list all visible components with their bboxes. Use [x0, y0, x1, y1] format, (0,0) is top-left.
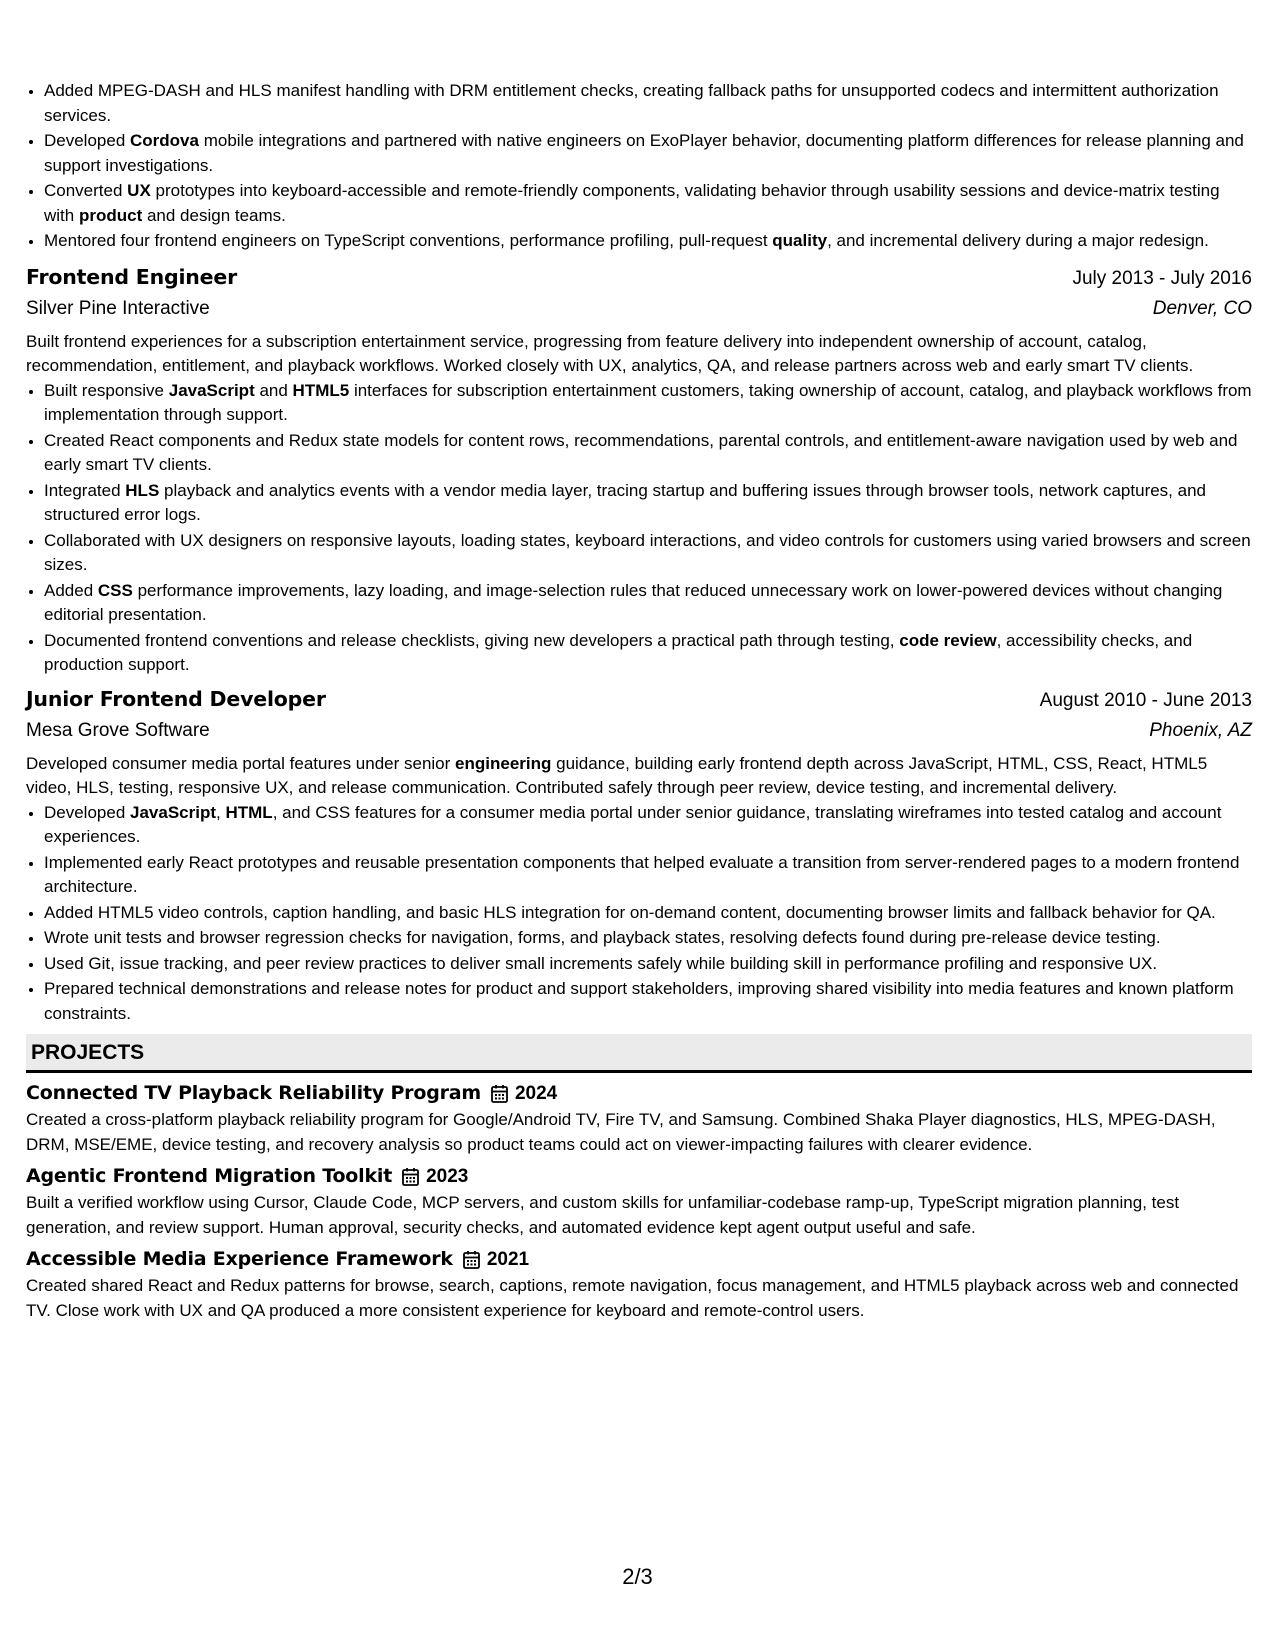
job-subheader — [26, 716, 1252, 746]
text-run: and — [254, 380, 293, 400]
text-run: Added HTML5 video controls, caption handling, and basic HLS integration for on-demand content, documenting browser limits and fallback behavior for QA. — [44, 902, 1216, 922]
text-run: and design teams. — [142, 205, 286, 225]
job-bullets — [26, 801, 1252, 1027]
text-run: Prepared technical demonstrations and release notes for product and support stakeholders, improving shared visibility into media features and known platform constraints. — [44, 979, 1234, 1023]
project-year: 2023 — [426, 1166, 469, 1187]
project-title: Agentic Frontend Migration Toolkit — [26, 1165, 393, 1187]
text-run: interfaces for subscription entertainment customers, taking ownership of account, catalog, and playback workflows from implementation through support. — [44, 380, 1252, 424]
resume-content — [26, 79, 1252, 1327]
bullet-item — [44, 801, 1252, 850]
company-name: Mesa Grove Software — [26, 719, 210, 741]
bold-keyword: code review — [899, 630, 997, 650]
bullet-item — [44, 851, 1252, 900]
calendar-icon — [491, 1084, 508, 1103]
bold-keyword: HTML — [225, 802, 273, 822]
text-run: mobile integrations and partnered with native engineers on ExoPlayer behavior, documenting platform differences for release planning and support investigations. — [44, 131, 1244, 175]
job-dates: August 2010 - June 2013 — [1039, 689, 1252, 711]
bullet-item — [44, 229, 1252, 254]
experience-list — [26, 262, 1252, 1027]
text-run: Added — [44, 580, 98, 600]
bullet-item — [44, 952, 1252, 977]
text-run: Developed — [44, 802, 131, 822]
company-name: Silver Pine Interactive — [26, 297, 210, 319]
text-run: Wrote unit tests and browser regression checks for navigation, forms, and playback states, resolving defects found during pre-release device testing. — [44, 928, 1161, 947]
bold-keyword: UX — [127, 181, 151, 200]
text-run: Developed consumer media portal features under senior — [26, 753, 456, 773]
projects-heading: PROJECTS — [31, 1041, 145, 1064]
project-entry — [26, 1245, 1252, 1323]
text-run: Used Git, issue tracking, and peer review practices to deliver small increments safely while building skill in performance profiling and responsive UX. — [44, 953, 1158, 973]
bold-keyword: quality — [772, 231, 828, 250]
project-year: 2024 — [514, 1083, 558, 1104]
text-run: , and CSS features for a consumer media portal under senior guidance, translating wireframes into tested catalog and account experiences. — [44, 802, 1222, 846]
text-run: Built responsive — [44, 380, 169, 400]
bullet-item — [44, 926, 1252, 951]
projects-section-header — [26, 1034, 1252, 1073]
text-run: Developed — [44, 131, 131, 150]
project-year: 2021 — [486, 1249, 530, 1270]
text-run: guidance, building early frontend depth across JavaScript, HTML, CSS, React, HTML5 video, HLS, testing, responsive UX, and release communication. Contributed safely through peer review, device testing, and incremental delivery. — [26, 753, 1208, 797]
calendar-icon — [402, 1167, 419, 1186]
project-title: Accessible Media Experience Framework — [26, 1248, 453, 1270]
project-entry — [26, 1162, 1252, 1240]
previous-job-bullets — [26, 79, 1252, 254]
bullet-item — [44, 79, 1252, 128]
projects-list — [26, 1079, 1252, 1323]
text-run: Built frontend experiences for a subscription entertainment service, progressing from feature delivery into independent ownership of account, catalog, recommendation, entitlement, and playback workflows. Worked closely with UX, analytics, QA, and release partners across web and early smart TV clients. — [26, 331, 1194, 375]
text-run: , — [216, 802, 226, 822]
bullet-item — [44, 379, 1252, 428]
text-run: performance improvements, lazy loading, and image-selection rules that reduced unnecessary work on lower-powered devices without changing editorial presentation. — [44, 580, 1223, 624]
project-description: Created a cross-platform playback reliability program for Google/Android TV, Fire TV, and Samsung. Combined Shaka Player diagnostics, HLS, MPEG-DASH, DRM, MSE/EME, device testing, and recovery analysis so product teams could act on viewer-impacting failures with clearer evidence. — [26, 1110, 1216, 1154]
text-run: , and incremental delivery during a major redesign. — [827, 231, 1209, 250]
bullet-item — [44, 179, 1252, 228]
bold-keyword: HTML5 — [292, 380, 350, 400]
job-header — [26, 684, 1252, 716]
job-header — [26, 262, 1252, 294]
calendar-icon — [463, 1250, 480, 1269]
bold-keyword: HLS — [125, 480, 160, 500]
job-subheader — [26, 294, 1252, 324]
bold-keyword: JavaScript — [168, 380, 255, 400]
bullet-item — [44, 129, 1252, 178]
project-header — [26, 1079, 1252, 1108]
job-entry — [26, 684, 1252, 1027]
job-summary — [26, 330, 1252, 379]
job-location: Phoenix, AZ — [1149, 719, 1252, 741]
job-entry — [26, 262, 1252, 678]
text-run: Integrated — [44, 480, 126, 500]
text-run: Collaborated with UX designers on responsive layouts, loading states, keyboard interactions, and video controls for customers using varied browsers and screen sizes. — [44, 530, 1251, 574]
text-run: Added MPEG-DASH and HLS manifest handling with DRM entitlement checks, creating fallback paths for unsupported codecs and intermittent authorization services. — [44, 81, 1219, 125]
bullet-item — [44, 429, 1252, 478]
job-dates: July 2013 - July 2016 — [1072, 267, 1252, 289]
bullet-item — [44, 479, 1252, 528]
project-description: Built a verified workflow using Cursor, Claude Code, MCP servers, and custom skills for unfamiliar-codebase ramp-up, TypeScript migration planning, test generation, and review support. Human approval, security checks, and automated evidence kept agent output useful and safe. — [26, 1193, 1180, 1237]
project-title: Connected TV Playback Reliability Program — [26, 1082, 481, 1104]
text-run: Implemented early React prototypes and reusable presentation components that helped evaluate a transition from server-rendered pages to a modern frontend architecture. — [44, 852, 1240, 896]
job-location: Denver, CO — [1152, 297, 1252, 319]
job-title: Junior Frontend Developer — [26, 686, 326, 711]
bullet-item — [44, 901, 1252, 926]
bullet-item — [44, 579, 1252, 628]
job-bullets — [26, 379, 1252, 678]
bold-keyword: Cordova — [130, 131, 199, 150]
page-number: 2/3 — [622, 1564, 653, 1589]
bullet-item — [44, 529, 1252, 578]
text-run: Documented frontend conventions and release checklists, giving new developers a practical path through testing, — [44, 630, 900, 650]
project-header — [26, 1245, 1252, 1274]
project-header — [26, 1162, 1252, 1191]
text-run: prototypes into keyboard-accessible and remote-friendly components, validating behavior through usability sessions and device-matrix testing with — [44, 181, 1220, 225]
text-run: Created React components and Redux state models for content rows, recommendations, parental controls, and entitlement-aware navigation used by web and early smart TV clients. — [44, 430, 1238, 474]
bold-keyword: engineering — [455, 753, 552, 773]
text-run: , accessibility checks, and production support. — [44, 630, 1193, 674]
job-title: Frontend Engineer — [26, 264, 237, 289]
bullet-item — [44, 629, 1252, 678]
bold-keyword: CSS — [97, 580, 133, 600]
text-run: playback and analytics events with a vendor media layer, tracing startup and buffering issues through browser tools, network captures, and structured error logs. — [44, 480, 1206, 524]
project-description: Created shared React and Redux patterns for browse, search, captions, remote navigation, focus management, and HTML5 playback across web and connected TV. Close work with UX and QA produced a more consistent experience for keyboard and remote-control users. — [26, 1276, 1239, 1320]
job-summary — [26, 752, 1252, 801]
project-entry — [26, 1079, 1252, 1157]
bold-keyword: JavaScript — [130, 802, 217, 822]
text-run: Mentored four frontend engineers on TypeScript conventions, performance profiling, pull-request — [44, 231, 773, 250]
text-run: Converted — [44, 181, 128, 200]
bullet-item — [44, 977, 1252, 1026]
bold-keyword: product — [78, 205, 143, 225]
